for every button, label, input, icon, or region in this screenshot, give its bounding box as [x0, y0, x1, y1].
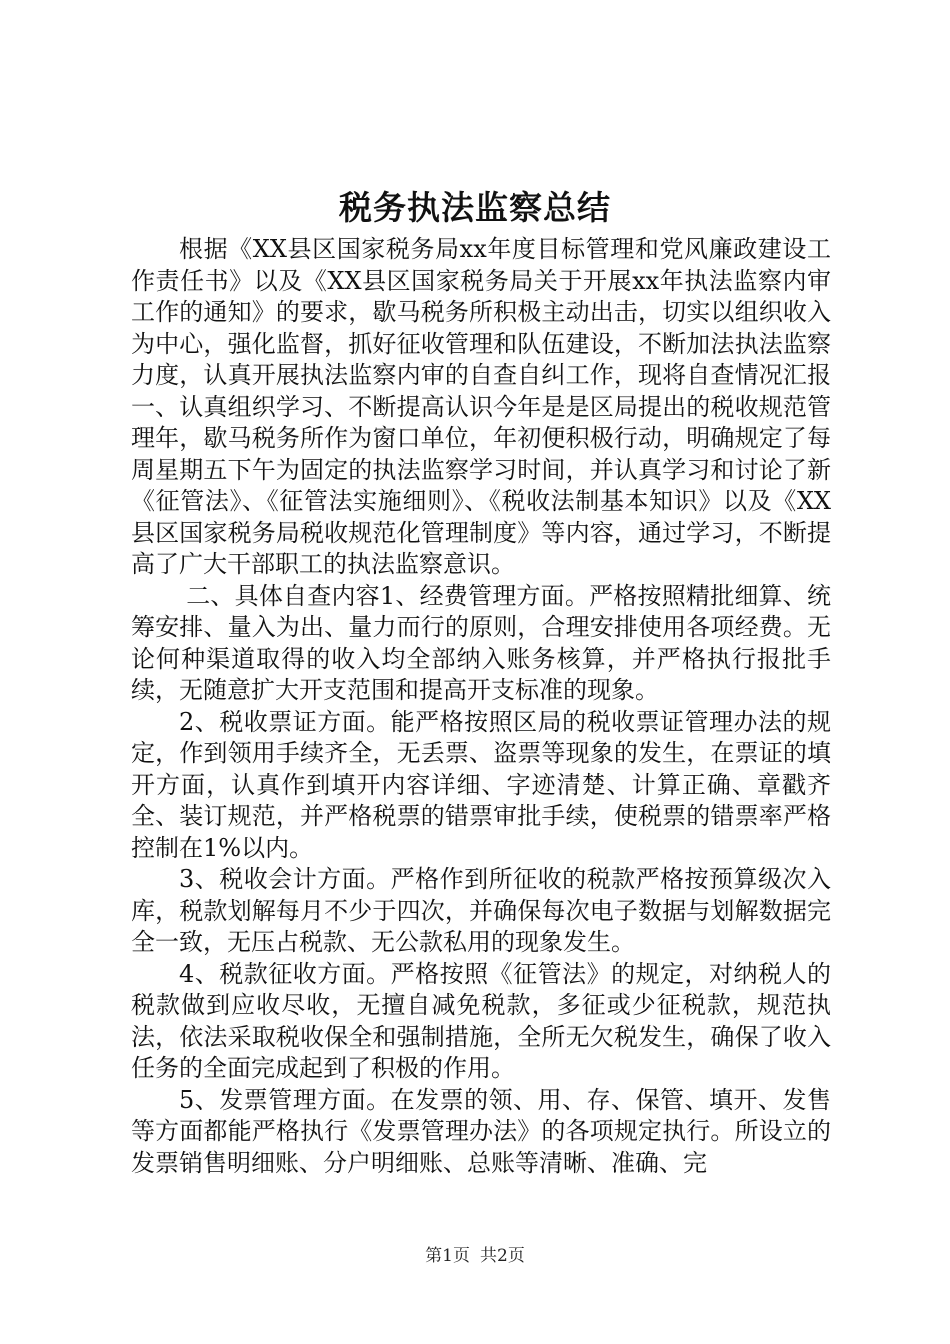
- document-body: [131, 234, 831, 1179]
- page-footer: [0, 1244, 950, 1268]
- page-number-total: 共2页: [480, 1246, 525, 1266]
- page-number-current: 第1页: [425, 1246, 470, 1266]
- paragraph-intro: 根据《XX县区国家税务局xx年度目标管理和党风廉政建设工作责任书》以及《XX县区国家税务局关于开展xx年执法监察内审工作的通知》的要求，歇马税务所积极主动出击，切实以组织收入为中心，强化监督，抓好征收管理和队伍建设，不断加法执法监察力度，认真开展执法监察内审的自查自纠工作，现将自查情况汇报一、认真组织学习、不断提高认识今年是是区局提出的税收规范管理年，歇马税务所作为窗口单位，年初便积极行动，明确规定了每周星期五下午为固定的执法监察学习时间，并认真学习和讨论了新《征管法》、《征管法实施细则》、《税收法制基本知识》以及《XX县区国家税务局税收规范化管理制度》等内容，通过学习，不断提高了广大干部职工的执法监察意识。: [131, 235, 831, 578]
- document-title: 税务执法监察总结: [339, 188, 611, 227]
- paragraph-tax-vouchers: 2、税收票证方面。能严格按照区局的税收票证管理办法的规定，作到领用手续齐全，无丢票、盗票等现象的发生，在票证的填开方面，认真作到填开内容详细、字迹清楚、计算正确、章戳齐全、装订规范，并严格税票的错票审批手续，使税票的错票率严格控制在1%以内。: [131, 707, 831, 862]
- paragraph-tax-accounting: 3、税收会计方面。严格作到所征收的税款严格按预算级次入库，税款划解每月不少于四次，并确保每次电子数据与划解数据完全一致，无压占税款、无公款私用的现象发生。: [131, 865, 831, 956]
- paragraph-expense-management: 二、具体自查内容1、经费管理方面。严格按照精批细算、统筹安排、量入为出、量力而行的原则，合理安排使用各项经费。无论何种渠道取得的收入均全部纳入账务核算，并严格执行报批手续，无随意扩大开支范围和提高开支标准的现象。: [131, 581, 831, 704]
- paragraph-tax-collection: 4、税款征收方面。严格按照《征管法》的规定，对纳税人的税款做到应收尽收，无擅自减免税款，多征或少征税款，规范执法，依法采取税收保全和强制措施，全所无欠税发生，确保了收入任务的全面完成起到了积极的作用。: [131, 959, 831, 1082]
- paragraph-invoice-management: 5、发票管理方面。在发票的领、用、存、保管、填开、发售等方面都能严格执行《发票管理办法》的各项规定执行。所设立的发票销售明细账、分户明细账、总账等清晰、准确、完: [131, 1085, 831, 1177]
